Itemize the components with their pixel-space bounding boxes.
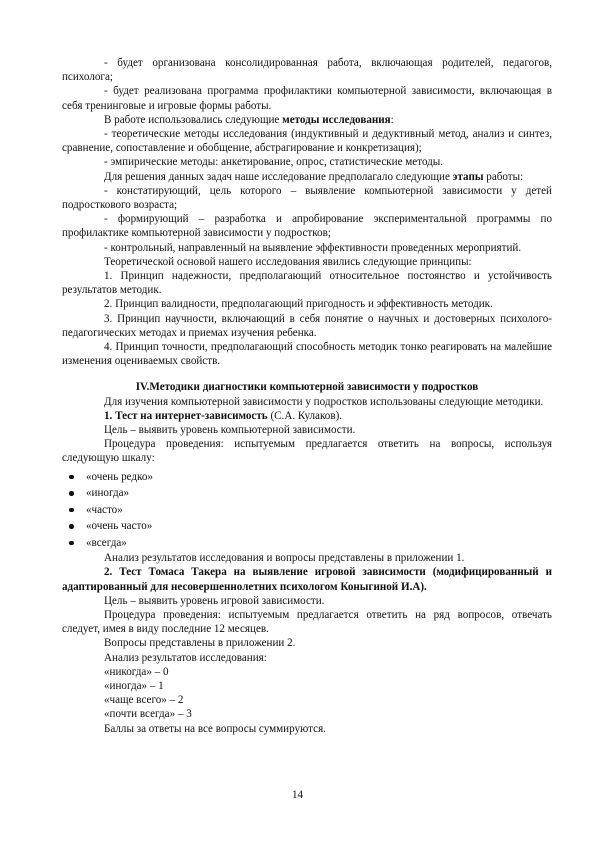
- text-run: :: [390, 113, 394, 126]
- paragraph: - теоретические методы исследования (индуктивный и дедуктивный метод, анализ и синтез, сравнение, сопоставление и обобщение, абстрагирование и конкретизация);: [62, 128, 552, 155]
- test-author: (С.А. Кулаков).: [267, 409, 343, 422]
- test-title: 1. Тест на интернет-зависимость: [104, 409, 268, 422]
- spacer: [62, 368, 552, 380]
- paragraph: [62, 170, 552, 184]
- paragraph: - будет организована консолидированная работа, включающая родителей, педагогов, психолога;: [62, 57, 552, 84]
- bold-term: методы исследования: [282, 113, 391, 126]
- paragraph: - контрольный, направленный на выявление эффективности проведенных мероприятий.: [104, 241, 522, 254]
- list-item: «часто»: [62, 502, 552, 519]
- paragraph: Цель – выявить уровень компьютерной зависимости.: [104, 424, 356, 437]
- section-heading-text: IV.Методики диагностики компьютерной зависимости у подростков: [135, 381, 479, 394]
- score-line: «почти всегда» – 3: [104, 708, 192, 721]
- list-item: «всегда»: [62, 535, 552, 552]
- list-item: «очень редко»: [62, 469, 552, 486]
- paragraph: - констатирующий, цель которого – выявление компьютерной зависимости у детей подросткового возраста;: [62, 184, 552, 212]
- scale-list: [62, 469, 552, 552]
- list-item: «очень часто»: [62, 518, 552, 535]
- page-number: 14: [291, 789, 304, 801]
- paragraph: - формирующий – разработка и апробирование экспериментальной программы по профилактике компьютерной зависимости у подростков;: [62, 213, 552, 240]
- paragraph: Анализ результатов исследования:: [104, 651, 267, 664]
- paragraph: [62, 113, 552, 127]
- list-item: «иногда»: [62, 485, 552, 502]
- text-run: работы:: [483, 170, 524, 183]
- text-run: В работе использовались следующие: [104, 113, 283, 126]
- page-content: [62, 56, 552, 736]
- paragraph: Теоретической основой нашего исследования явились следующие принципы:: [104, 255, 472, 268]
- bold-term: этапы: [452, 170, 484, 183]
- paragraph: Баллы за ответы на все вопросы суммируются.: [104, 722, 326, 735]
- paragraph: 2. Принцип валидности, предполагающий пригодность и эффективность методик.: [104, 298, 493, 311]
- paragraph: Процедура проведения: испытуемым предлагается ответить на вопросы, используя следующую шкалу:: [62, 438, 552, 465]
- paragraph: [62, 409, 552, 423]
- score-line: «иногда» – 1: [104, 680, 164, 693]
- paragraph: Вопросы представлены в приложении 2.: [104, 637, 296, 650]
- paragraph: - эмпирические методы: анкетирование, опрос, статистические методы.: [104, 156, 444, 169]
- paragraph: 4. Принцип точности, предполагающий способность методик тонко реагировать на малейшие изменения оцениваемых свойств.: [62, 341, 552, 368]
- text-run: Для решения данных задач наше исследование предполагало следующие: [104, 170, 453, 183]
- paragraph: - будет реализована программа профилактики компьютерной зависимости, включающая в себя тренинговые и игровые формы работы.: [62, 85, 552, 112]
- paragraph: [62, 565, 552, 593]
- score-line: «никогда» – 0: [104, 665, 169, 678]
- paragraph: 1. Принцип надежности, предполагающий относительное постоянство и устойчивость результатов методик.: [62, 270, 552, 297]
- paragraph: 3. Принцип научности, включающий в себя понятие о научных и достоверных психолого-педагогических методах и приемах изучения ребенка.: [62, 312, 552, 339]
- test-title: 2. Тест Томаса Такера на выявление игровой зависимости (модифицированный и адаптированный для несовершеннолетних психологом Коныгиной И.А).: [62, 566, 552, 593]
- paragraph: Анализ результатов исследования и вопросы представлены в приложении 1.: [104, 552, 465, 565]
- paragraph: Цель – выявить уровень игровой зависимости.: [104, 594, 325, 607]
- section-heading: [62, 380, 552, 394]
- score-line: «чаще всего» – 2: [104, 694, 184, 707]
- paragraph: Процедура проведения: испытуемым предлагается ответить на ряд вопросов, отвечать следует, имея в виду последние 12 месяцев.: [62, 609, 552, 636]
- paragraph: Для изучения компьютерной зависимости у подростков использованы следующие методики.: [104, 395, 544, 408]
